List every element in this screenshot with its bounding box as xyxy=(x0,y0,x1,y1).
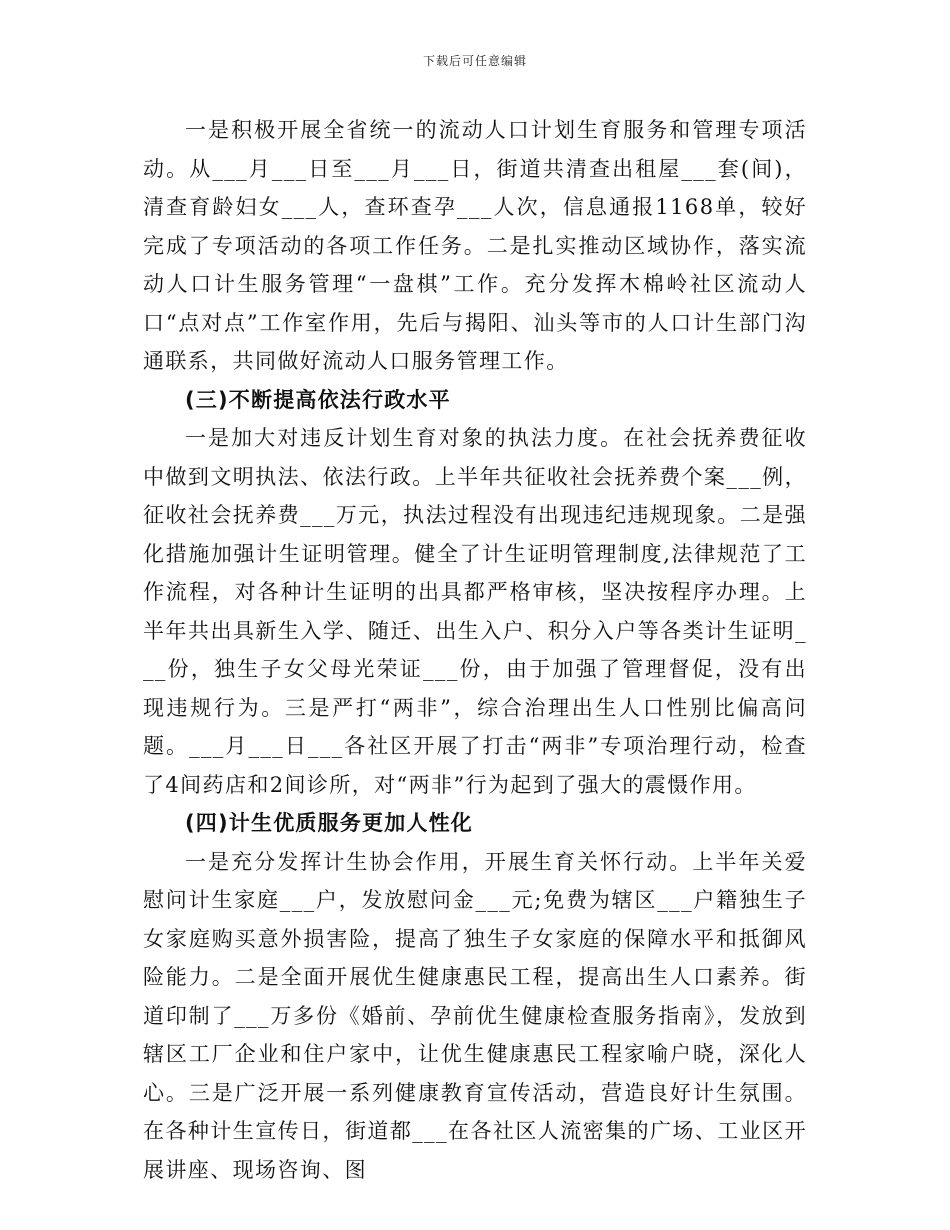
document-body xyxy=(143,111,807,1189)
section-heading-4: (四)计生优质服务更加人性化 xyxy=(185,811,473,835)
paragraph-law-enforcement: 一是加大对违反计划生育对象的执法力度。在社会抚养费征收中做到文明执法、依法行政。上半年共征收社会抚养费个案___例，征收社会抚养费___万元，执法过程没有出现违纪违规现象。二是强化措施加强计生证明管理。健全了计生证明管理制度,法律规范了工作流程，对各种计生证明的出具都严格审核，坚决按程序办理。上半年共出具新生入学、随迁、出生入户、积分入户等各类计生证明___份，独生子女父母光荣证___份，由于加强了管理督促，没有出现违规行为。三是严打“两非”，综合治理出生人口性别比偏高问题。___月___日___各社区开展了打击“两非”专项治理行动，检查了4间药店和2间诊所，对“两非”行为起到了强大的震慑作用。 xyxy=(143,426,807,797)
section-heading-3: (三)不断提高依法行政水平 xyxy=(185,387,451,412)
paragraph-quality-service: 一是充分发挥计生协会作用，开展生育关怀行动。上半年关爱慰问计生家庭___户，发放慰问金___元;免费为辖区___户籍独生子女家庭购买意外损害险，提高了独生子女家庭的保障水平和抵御风险能力。二是全面开展优生健康惠民工程，提高出生人口素养。街道印制了___万多份《婚前、孕前优生健康检查服务指南》，发放到辖区工厂企业和住户家中，让优生健康惠民工程家喻户晓，深化人心。三是广泛开展一系列健康教育宣传活动，营造良好计生氛围。在各种计生宣传日，街道都___在各社区人流密集的广场、工业区开展讲座、现场咨询、图 xyxy=(143,849,807,1182)
paragraph-migrant-population: 一是积极开展全省统一的流动人口计划生育服务和管理专项活动。从___月___日至___月___日，街道共清查出租屋___套(间)，清查育龄妇女___人，查环查孕___人次，信息通报1168单，较好完成了专项活动的各项工作任务。二是扎实推动区域协作，落实流动人口计生服务管理“一盘棋”工作。充分发挥木棉岭社区流动人口“点对点”工作室作用，先后与揭阳、汕头等市的人口计生部门沟通联系，共同做好流动人口服务管理工作。 xyxy=(143,118,807,373)
page-header: 下载后可任意编辑 xyxy=(422,54,527,68)
